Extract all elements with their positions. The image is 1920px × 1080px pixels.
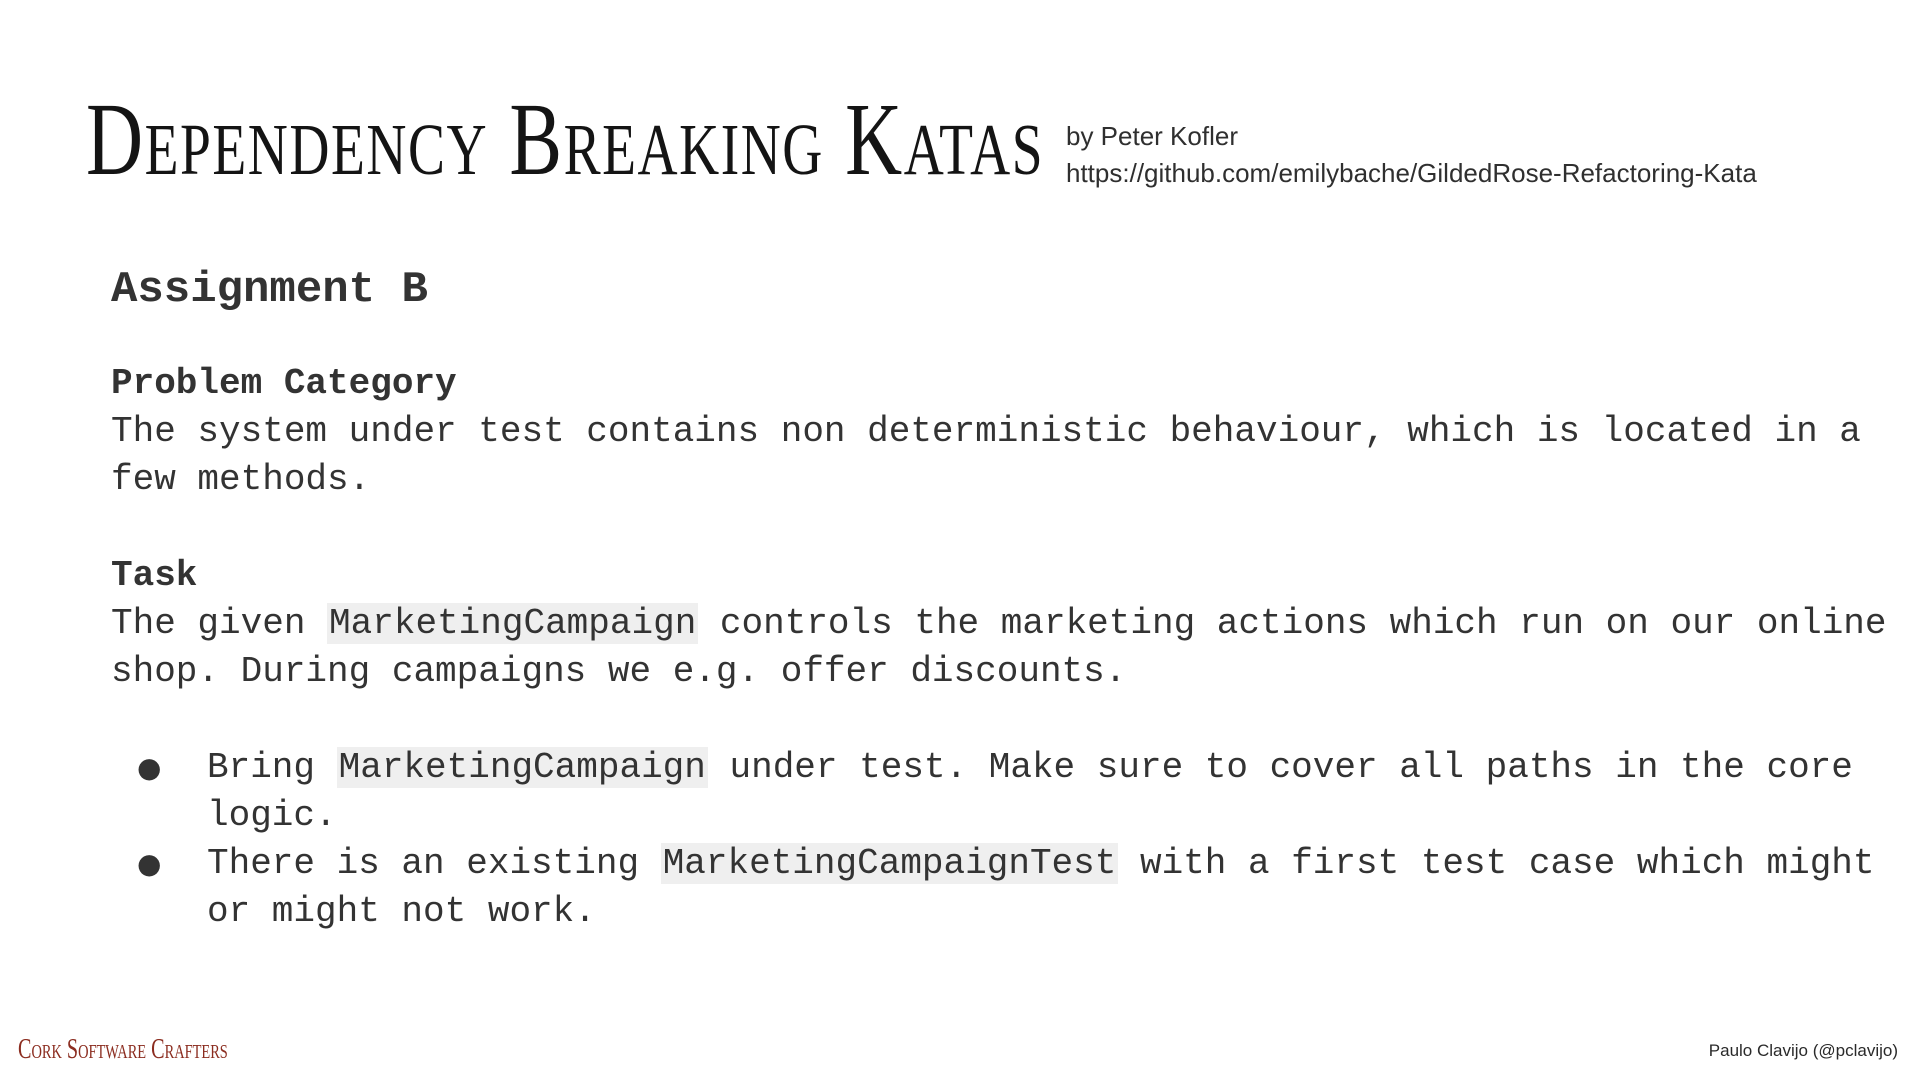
task-text [111, 600, 1909, 696]
task-text-after: controls the marketing actions which run on our online shop. During campaigns we e.g. offer discounts. [111, 603, 1909, 692]
repo-link[interactable]: https://github.com/emilybache/GildedRose-Refactoring-Kata [1066, 158, 1757, 188]
task-bullet-list [111, 744, 1901, 936]
footer-brand: Cork Software Crafters [18, 1034, 228, 1065]
slide-content [111, 262, 1909, 936]
assignment-heading: Assignment B [111, 265, 428, 315]
bullet-dot-icon: ● [137, 847, 162, 880]
bullet-text-before: There is an existing [207, 843, 661, 884]
task-code-marketing-campaign: MarketingCampaign [329, 603, 697, 644]
problem-category-text: The system under test contains non deterministic behaviour, which is located in a few methods. [111, 411, 1883, 500]
author-text: by Peter Kofler [1066, 121, 1238, 151]
bullet-dot-icon: ● [137, 751, 162, 784]
task-heading: Task [111, 555, 198, 596]
byline [1066, 118, 1757, 192]
slide-title: Dependency Breaking Katas [86, 82, 1045, 197]
bullet-item [111, 744, 1901, 840]
bullet-code: MarketingCampaign [338, 747, 706, 788]
bullet-code: MarketingCampaignTest [662, 843, 1117, 884]
bullet-item [111, 840, 1901, 936]
bullet-text-after: with a first test case which might or might not work. [207, 843, 1875, 932]
bullet-text-after: under test. Make sure to cover all paths in the core logic. [207, 747, 1853, 836]
bullet-text-before: Bring [207, 747, 337, 788]
task-text-before: The given [111, 603, 328, 644]
problem-category-heading: Problem Category [111, 363, 457, 404]
footer-credit: Paulo Clavijo (@pclavijo) [1708, 1041, 1898, 1060]
